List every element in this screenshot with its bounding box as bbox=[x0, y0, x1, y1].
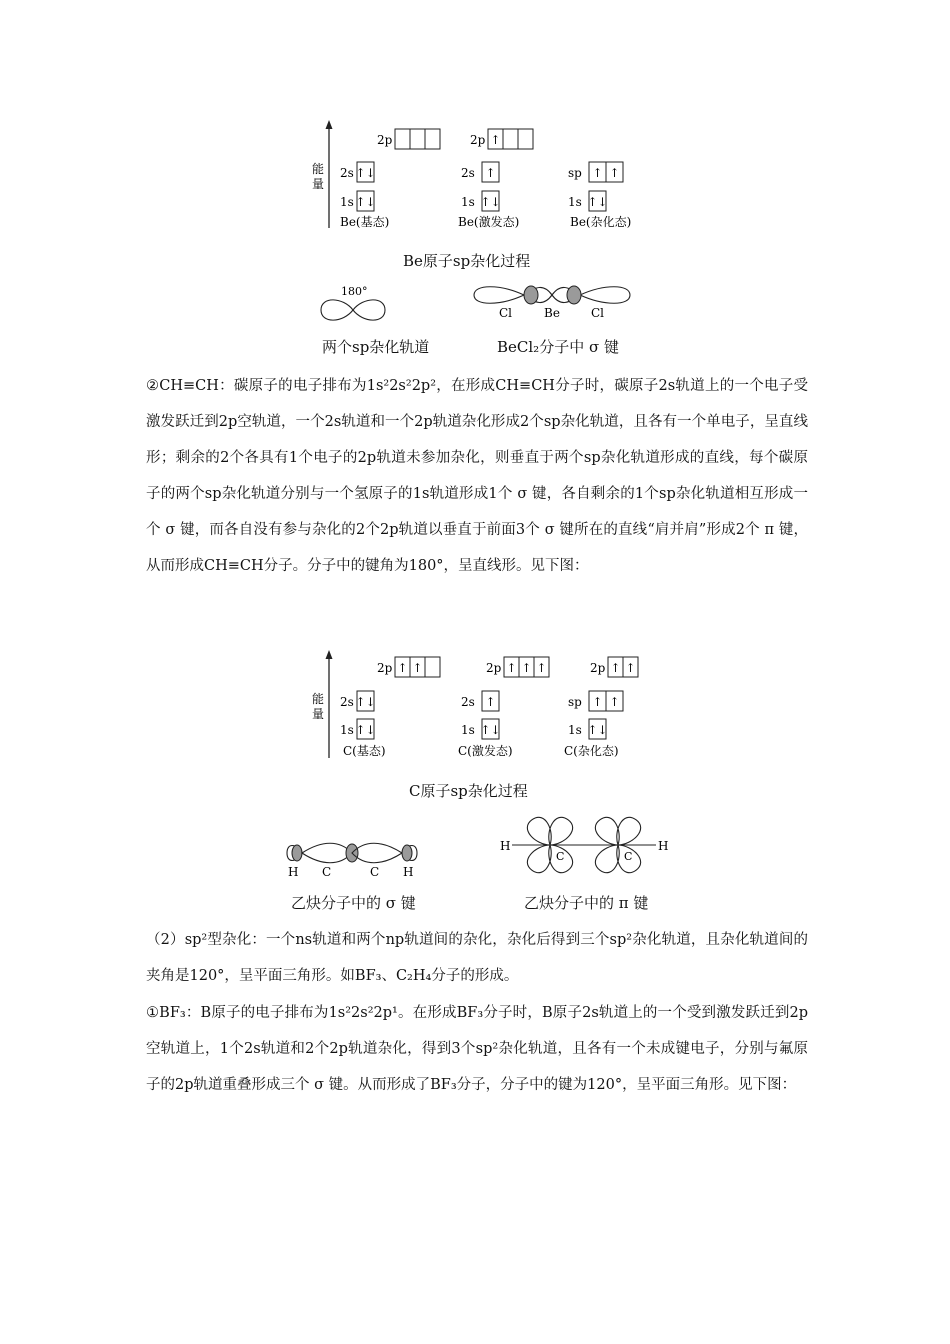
sp-orbitals-caption: 两个sp杂化轨道 bbox=[322, 338, 430, 356]
paragraph-acetylene-text: ②CH≡CH：碳原子的电子排布为1s²2s²2p²，在形成CH≡CH分子时，碳原子2s轨道上的一个电子受激发跃迁到2p空轨道，一个2s轨道和一个2p轨道杂化形成2个sp杂化轨道，且各有一个单电子，呈直线形；剩余的2个各具有1个电子的2p轨道未参加杂化，则垂直于两个sp杂化轨道形成的直线，每个碳原子的两个sp杂化轨道分别与一个氢原子的1s轨道形成1个 σ 键，各自剩余的1个sp杂化轨道相互形成一个 σ 键，而各自没有参与杂化的2个2p轨道以垂直于前面3个 σ 键所在的直线“肩并肩”形成2个 π 键，从而形成CH≡CH分子。分子中的键角为180°，呈直线形。见下图： bbox=[146, 378, 808, 574]
be-diagram-caption: Be原子sp杂化过程 bbox=[403, 252, 531, 270]
c-excited-state bbox=[458, 657, 549, 758]
orbital-label: 1s bbox=[461, 195, 475, 209]
paragraph-bf3 bbox=[146, 995, 808, 1103]
orbital-label: 2p bbox=[470, 133, 486, 147]
electron-arrows: ↑ bbox=[412, 661, 423, 675]
electron-arrows: ↑ bbox=[506, 661, 517, 675]
becl2-figure bbox=[468, 280, 636, 324]
becl2-caption: BeCl₂分子中 σ 键 bbox=[497, 338, 619, 356]
electron-arrows: ↑ bbox=[521, 661, 532, 675]
orbital-label: 1s bbox=[340, 723, 354, 737]
orbital-label: sp bbox=[568, 695, 582, 709]
state-name: Be(基态) bbox=[340, 215, 390, 229]
electron-arrows: ↑ bbox=[536, 661, 547, 675]
atom-label-be: Be bbox=[544, 306, 560, 320]
energy-axis-arrow-icon bbox=[326, 120, 333, 129]
electron-arrows: ↑↓ bbox=[355, 195, 376, 209]
orbital-label: 2p bbox=[377, 661, 393, 675]
paragraph-bf3-text: ①BF₃：B原子的电子排布为1s²2s²2p¹。在形成BF₃分子时，B原子2s轨道上的一个受到激发跃迁到2p空轨道上，1个2s轨道和2个2p轨道杂化，得到3个sp²杂化轨道，且各有一个未成键电子，分别与氟原子的2p轨道重叠形成三个 σ 键。从而形成了BF₃分子，分子中的键为120°，呈平面三角形。见下图： bbox=[146, 1005, 808, 1093]
c-diagram-caption: C原子sp杂化过程 bbox=[409, 782, 528, 800]
orbital-label: 2p bbox=[377, 133, 393, 147]
sp-orbitals-figure bbox=[315, 283, 395, 325]
electron-arrows: ↑↓ bbox=[587, 195, 608, 209]
c-ground-state bbox=[340, 657, 440, 758]
energy-axis-arrow-icon bbox=[326, 650, 333, 659]
atom-label-h: H bbox=[403, 865, 414, 879]
overlap-region-right bbox=[567, 286, 581, 304]
electron-arrows: ↑↓ bbox=[355, 166, 376, 180]
orbital-label: 1s bbox=[568, 723, 582, 737]
sp-lobe-left bbox=[321, 300, 353, 320]
state-name: Be(激发态) bbox=[458, 215, 520, 229]
paragraph-sp2 bbox=[146, 922, 808, 994]
electron-arrows: ↑ bbox=[609, 695, 620, 709]
orbital-label: 2s bbox=[461, 166, 475, 180]
sp-lobe-right bbox=[353, 300, 385, 320]
electron-arrows: ↑ bbox=[485, 166, 496, 180]
angle-label: 180° bbox=[341, 285, 368, 298]
overlap-region-left bbox=[524, 286, 538, 304]
atom-label-h: H bbox=[288, 865, 299, 879]
electron-arrows: ↑ bbox=[610, 661, 621, 675]
electron-arrows: ↑↓ bbox=[355, 723, 376, 737]
state-name: C(杂化态) bbox=[564, 744, 619, 758]
orbital-label: 2s bbox=[461, 695, 475, 709]
orbital-label: 1s bbox=[461, 723, 475, 737]
electron-arrows: ↑ bbox=[609, 166, 620, 180]
electron-arrows: ↑↓ bbox=[480, 195, 501, 209]
electron-arrows: ↑ bbox=[625, 661, 636, 675]
c-hybrid-state bbox=[564, 657, 638, 758]
orbital-label: 2s bbox=[340, 166, 354, 180]
electron-arrows: ↑ bbox=[592, 166, 603, 180]
atom-label-h-left: H bbox=[500, 839, 511, 853]
orbital-label: 2s bbox=[340, 695, 354, 709]
orbital-label: 1s bbox=[568, 195, 582, 209]
electron-arrows: ↑ bbox=[397, 661, 408, 675]
be-hybrid-state bbox=[568, 162, 631, 229]
electron-arrows: ↑↓ bbox=[355, 695, 376, 709]
acetylene-sigma-caption: 乙炔分子中的 σ 键 bbox=[291, 894, 416, 912]
be-ground-state bbox=[340, 129, 440, 229]
electron-arrows: ↑↓ bbox=[480, 723, 501, 737]
c-energy-diagram bbox=[300, 648, 650, 766]
atom-label-cl-left: Cl bbox=[499, 306, 513, 320]
paragraph-acetylene bbox=[146, 368, 808, 584]
orbital-label: 2p bbox=[486, 661, 502, 675]
atom-label-cl-right: Cl bbox=[591, 306, 605, 320]
state-name: Be(杂化态) bbox=[570, 215, 632, 229]
orbital-label: sp bbox=[568, 166, 582, 180]
paragraph-sp2-text: （2）sp²型杂化：一个ns轨道和两个np轨道间的杂化，杂化后得到三个sp²杂化轨道，且杂化轨道间的夹角是120°，呈平面三角形。如BF₃、C₂H₄分子的形成。 bbox=[146, 932, 808, 984]
be-energy-diagram bbox=[300, 118, 650, 236]
electron-arrows: ↑ bbox=[490, 133, 501, 147]
acetylene-pi-figure bbox=[498, 808, 670, 882]
acetylene-sigma-figure bbox=[282, 836, 422, 880]
atom-label-c: C bbox=[322, 865, 332, 879]
energy-label-1: 能 bbox=[312, 692, 325, 706]
electron-arrows: ↑↓ bbox=[587, 723, 608, 737]
electron-arrows: ↑ bbox=[592, 695, 603, 709]
electron-arrows: ↑ bbox=[485, 695, 496, 709]
atom-label-c-right: C bbox=[624, 850, 633, 863]
atom-label-c: C bbox=[370, 865, 380, 879]
energy-label-2: 量 bbox=[312, 177, 325, 191]
state-name: C(基态) bbox=[343, 744, 386, 758]
state-name: C(激发态) bbox=[458, 744, 513, 758]
energy-label-1: 能 bbox=[312, 162, 325, 176]
orbital-label: 2p bbox=[590, 661, 606, 675]
orbital-label: 1s bbox=[340, 195, 354, 209]
acetylene-pi-caption: 乙炔分子中的 π 键 bbox=[524, 894, 649, 912]
energy-label-2: 量 bbox=[312, 707, 325, 721]
be-excited-state bbox=[458, 129, 533, 229]
atom-label-c-left: C bbox=[556, 850, 565, 863]
atom-label-h-right: H bbox=[658, 839, 669, 853]
